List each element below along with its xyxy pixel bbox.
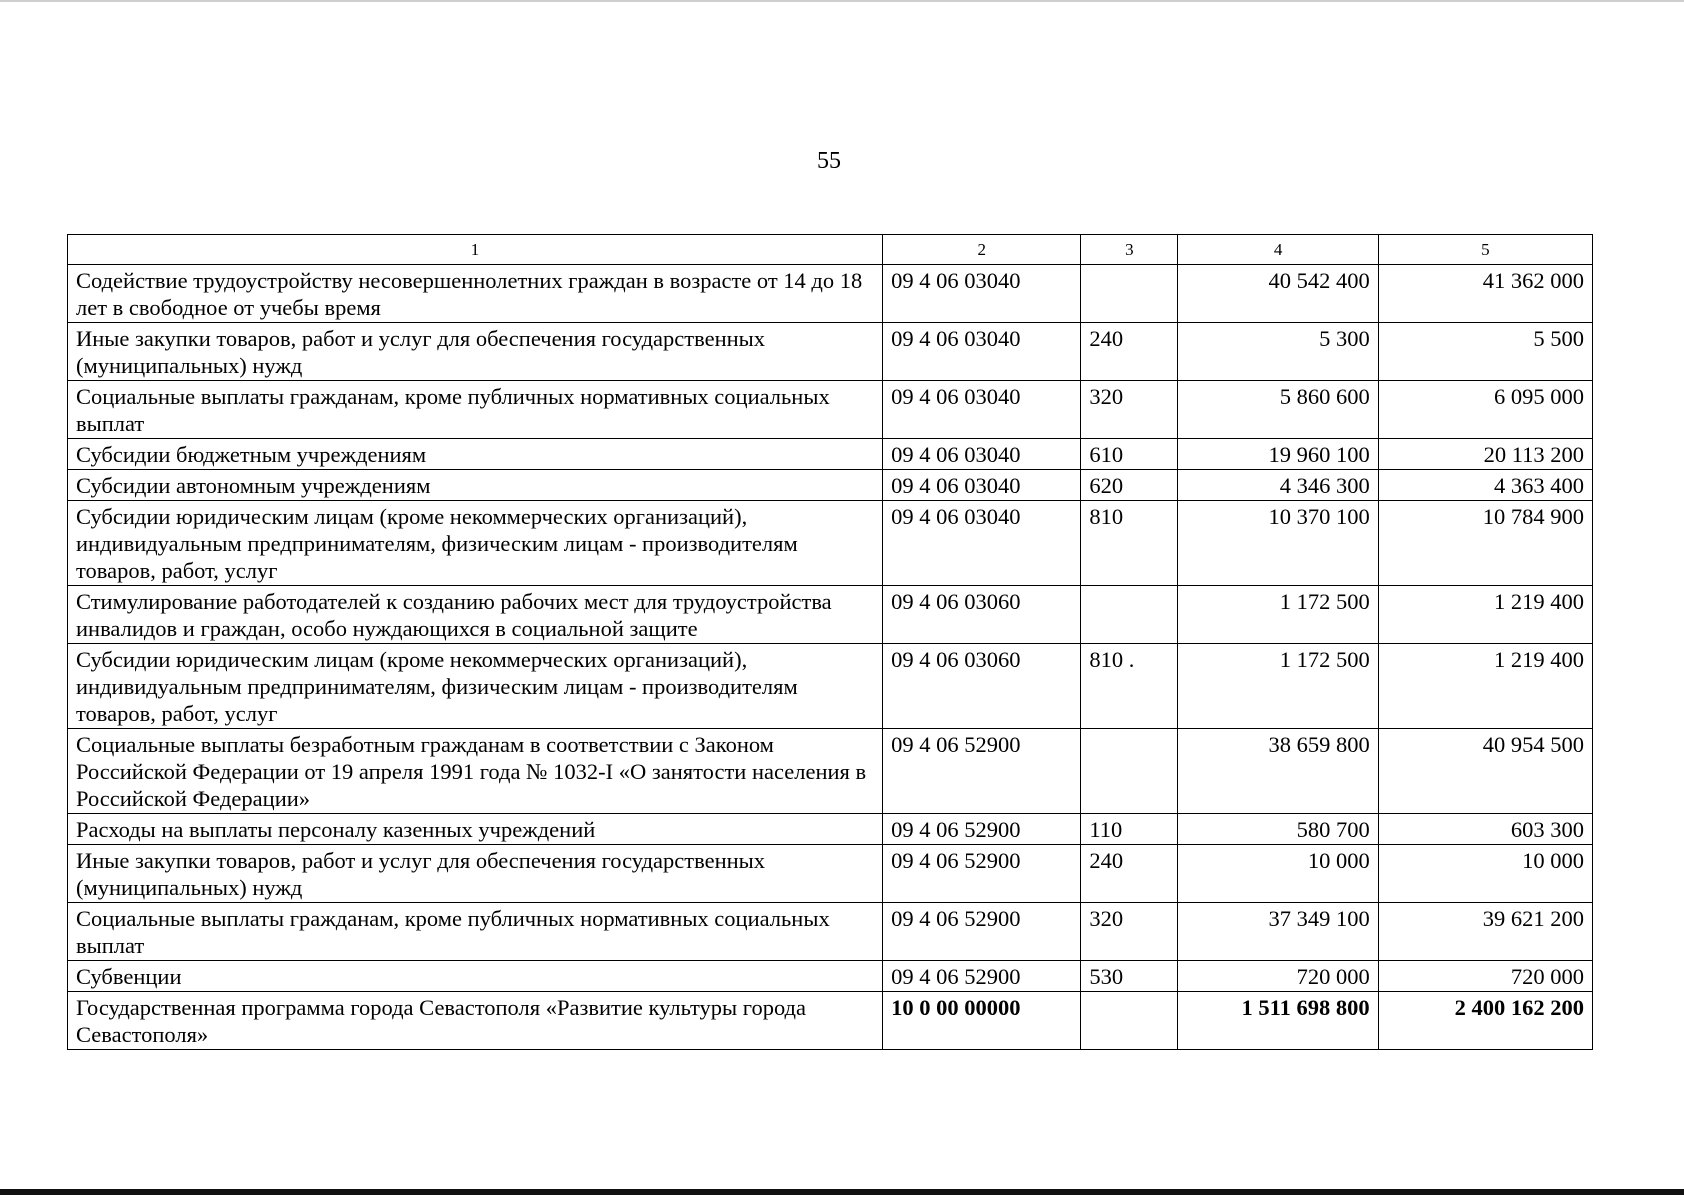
table-header-row xyxy=(68,235,1593,265)
row-amount-col4-cell: 10 000 xyxy=(1178,845,1378,903)
row-amount-col4-cell: 5 860 600 xyxy=(1178,381,1378,439)
table-row xyxy=(68,381,1593,439)
table-row xyxy=(68,814,1593,845)
row-code-cell: 09 4 06 52900 xyxy=(883,729,1081,814)
row-amount-col4-cell: 1 172 500 xyxy=(1178,644,1378,729)
header-col-5: 5 xyxy=(1378,235,1592,265)
table-row xyxy=(68,992,1593,1050)
table-row xyxy=(68,501,1593,586)
row-code-cell: 09 4 06 03040 xyxy=(883,381,1081,439)
row-code-cell: 09 4 06 52900 xyxy=(883,814,1081,845)
row-amount-col5-cell: 39 621 200 xyxy=(1378,903,1592,961)
row-code-cell: 09 4 06 03040 xyxy=(883,501,1081,586)
scan-bottom-edge xyxy=(0,1189,1684,1195)
row-name-cell: Государственная программа города Севастополя «Развитие культуры города Севастополя» xyxy=(68,992,883,1050)
row-amount-col5-cell: 6 095 000 xyxy=(1378,381,1592,439)
row-amount-col4-cell: 4 346 300 xyxy=(1178,470,1378,501)
row-expense-type-cell xyxy=(1081,586,1178,644)
row-code-cell: 09 4 06 03040 xyxy=(883,439,1081,470)
row-expense-type-cell: 320 xyxy=(1081,381,1178,439)
row-name-cell: Субсидии юридическим лицам (кроме некоммерческих организаций), индивидуальным предпринимателям, физическим лицам - производителям товаров, работ, услуг xyxy=(68,501,883,586)
row-expense-type-cell: 240 xyxy=(1081,323,1178,381)
row-code-cell: 09 4 06 03040 xyxy=(883,323,1081,381)
row-amount-col5-cell: 10 784 900 xyxy=(1378,501,1592,586)
table-row xyxy=(68,729,1593,814)
row-name-cell: Расходы на выплаты персоналу казенных учреждений xyxy=(68,814,883,845)
row-amount-col5-cell: 2 400 162 200 xyxy=(1378,992,1592,1050)
row-name-cell: Иные закупки товаров, работ и услуг для обеспечения государственных (муниципальных) нужд xyxy=(68,323,883,381)
row-amount-col5-cell: 20 113 200 xyxy=(1378,439,1592,470)
row-amount-col4-cell: 1 511 698 800 xyxy=(1178,992,1378,1050)
table-body xyxy=(68,265,1593,1050)
row-amount-col4-cell: 38 659 800 xyxy=(1178,729,1378,814)
row-name-cell: Стимулирование работодателей к созданию рабочих мест для трудоустройства инвалидов и граждан, особо нуждающихся в социальной защите xyxy=(68,586,883,644)
row-code-cell: 09 4 06 52900 xyxy=(883,961,1081,992)
budget-table xyxy=(67,234,1593,1050)
row-name-cell: Субсидии автономным учреждениям xyxy=(68,470,883,501)
table-row xyxy=(68,586,1593,644)
row-amount-col5-cell: 5 500 xyxy=(1378,323,1592,381)
table-row xyxy=(68,439,1593,470)
row-expense-type-cell: 240 xyxy=(1081,845,1178,903)
row-amount-col4-cell: 19 960 100 xyxy=(1178,439,1378,470)
row-code-cell: 09 4 06 03040 xyxy=(883,265,1081,323)
table-row xyxy=(68,265,1593,323)
row-name-cell: Содействие трудоустройству несовершеннолетних граждан в возрасте от 14 до 18 лет в свободное от учебы время xyxy=(68,265,883,323)
header-col-2: 2 xyxy=(883,235,1081,265)
row-amount-col4-cell: 720 000 xyxy=(1178,961,1378,992)
row-name-cell: Иные закупки товаров, работ и услуг для обеспечения государственных (муниципальных) нужд xyxy=(68,845,883,903)
row-name-cell: Субсидии юридическим лицам (кроме некоммерческих организаций), индивидуальным предпринимателям, физическим лицам - производителям товаров, работ, услуг xyxy=(68,644,883,729)
row-code-cell: 09 4 06 03040 xyxy=(883,470,1081,501)
table-row xyxy=(68,323,1593,381)
row-expense-type-cell: 320 xyxy=(1081,903,1178,961)
table-row xyxy=(68,961,1593,992)
row-amount-col5-cell: 1 219 400 xyxy=(1378,586,1592,644)
row-expense-type-cell: 810 xyxy=(1081,501,1178,586)
row-name-cell: Социальные выплаты безработным гражданам в соответствии с Законом Российской Федерации от 19 апреля 1991 года № 1032-I «О занятости населения в Российской Федерации» xyxy=(68,729,883,814)
row-code-cell: 09 4 06 03060 xyxy=(883,586,1081,644)
header-col-4: 4 xyxy=(1178,235,1378,265)
table-row xyxy=(68,903,1593,961)
row-expense-type-cell: 110 xyxy=(1081,814,1178,845)
row-expense-type-cell xyxy=(1081,729,1178,814)
row-amount-col4-cell: 580 700 xyxy=(1178,814,1378,845)
row-name-cell: Социальные выплаты гражданам, кроме публичных нормативных социальных выплат xyxy=(68,381,883,439)
row-amount-col4-cell: 40 542 400 xyxy=(1178,265,1378,323)
row-amount-col4-cell: 5 300 xyxy=(1178,323,1378,381)
header-col-3: 3 xyxy=(1081,235,1178,265)
row-expense-type-cell: 530 xyxy=(1081,961,1178,992)
row-amount-col5-cell: 4 363 400 xyxy=(1378,470,1592,501)
row-amount-col5-cell: 10 000 xyxy=(1378,845,1592,903)
row-expense-type-cell xyxy=(1081,992,1178,1050)
row-expense-type-cell: 610 xyxy=(1081,439,1178,470)
row-code-cell: 09 4 06 52900 xyxy=(883,845,1081,903)
row-expense-type-cell: 810 . xyxy=(1081,644,1178,729)
scan-top-edge xyxy=(0,0,1684,2)
row-amount-col5-cell: 603 300 xyxy=(1378,814,1592,845)
page-number: 55 xyxy=(817,148,841,174)
row-amount-col5-cell: 40 954 500 xyxy=(1378,729,1592,814)
row-amount-col5-cell: 720 000 xyxy=(1378,961,1592,992)
row-name-cell: Субвенции xyxy=(68,961,883,992)
row-code-cell: 10 0 00 00000 xyxy=(883,992,1081,1050)
row-amount-col4-cell: 10 370 100 xyxy=(1178,501,1378,586)
row-amount-col4-cell: 37 349 100 xyxy=(1178,903,1378,961)
row-amount-col5-cell: 41 362 000 xyxy=(1378,265,1592,323)
row-code-cell: 09 4 06 52900 xyxy=(883,903,1081,961)
row-amount-col5-cell: 1 219 400 xyxy=(1378,644,1592,729)
row-name-cell: Субсидии бюджетным учреждениям xyxy=(68,439,883,470)
row-amount-col4-cell: 1 172 500 xyxy=(1178,586,1378,644)
row-expense-type-cell: 620 xyxy=(1081,470,1178,501)
table-row xyxy=(68,470,1593,501)
table-row xyxy=(68,845,1593,903)
row-name-cell: Социальные выплаты гражданам, кроме публичных нормативных социальных выплат xyxy=(68,903,883,961)
header-col-1: 1 xyxy=(68,235,883,265)
table-row xyxy=(68,644,1593,729)
row-code-cell: 09 4 06 03060 xyxy=(883,644,1081,729)
row-expense-type-cell xyxy=(1081,265,1178,323)
